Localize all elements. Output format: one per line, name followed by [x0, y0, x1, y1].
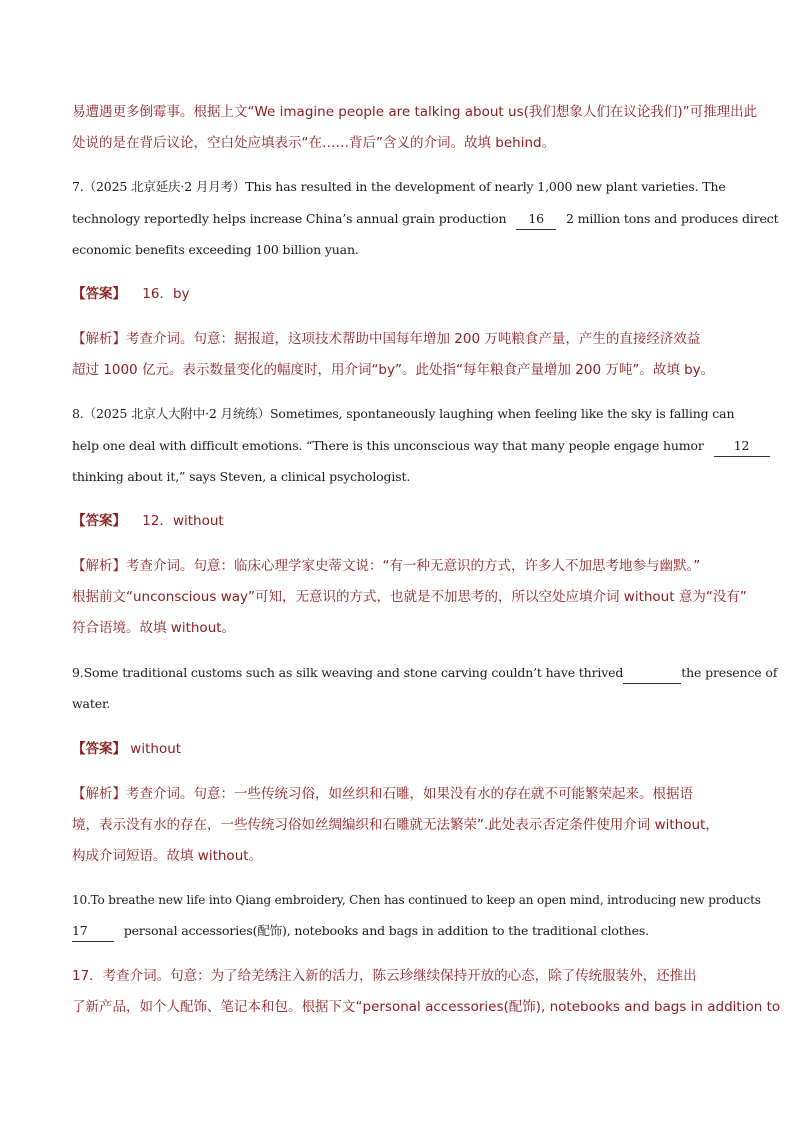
- question-7-text-b: 2 million tons and produces direct: [566, 211, 779, 226]
- question-9-text-a: 9.Some traditional customs such as silk weaving and stone carving couldn’t have thrived: [72, 665, 624, 680]
- question-7-explanation-1: 【解析】考查介词。句意：据报道，这项技术帮助中国每年增加 200 万吨粮食产量，产生的直接经济效益: [72, 331, 701, 347]
- question-10-explanation-2: 了新产品，如个人配饰、笔记本和包。根据下文“personal accessories(配饰), notebooks and bags in addition to: [72, 999, 781, 1015]
- question-7-blank: 16: [516, 209, 556, 230]
- question-7-explanation-2: 超过 1000 亿元。表示数量变化的幅度时，用介词“by”。此处指“每年粮食产量增加 200 万吨”。故填 by。: [72, 362, 715, 378]
- answer-value: 16．by: [142, 286, 190, 302]
- question-10-text: personal accessories(配饰), notebooks and bags in addition to the traditional clothes.: [123, 923, 649, 938]
- question-8-text-a: help one deal with difficult emotions. “There is this unconscious way that many people engage humor: [72, 438, 704, 453]
- question-9-answer: [72, 739, 181, 759]
- question-8-blank: 12: [714, 436, 770, 457]
- question-9-explanation-1: 【解析】考查介词。句意：一些传统习俗，如丝织和石雕，如果没有水的存在就不可能繁荣起来。根据语: [72, 786, 693, 802]
- question-7-line-2: [72, 209, 778, 230]
- answer-value: 12．without: [142, 513, 224, 529]
- question-10-blank: 17: [72, 921, 114, 942]
- question-8-line-2: [72, 436, 770, 457]
- answer-tag: 【答案】: [72, 286, 126, 302]
- question-8-answer: [72, 511, 224, 531]
- question-7-line-3: economic benefits exceeding 100 billion yuan.: [72, 242, 359, 257]
- answer-value: without: [130, 741, 182, 757]
- prev-explanation-line-2: 处说的是在背后议论，空白处应填表示“在……背后”含义的介词。故填 behind。: [72, 135, 556, 151]
- question-8-line-3: thinking about it,” says Steven, a clinical psychologist.: [72, 469, 411, 484]
- question-9-blank: [623, 663, 681, 684]
- prev-explanation-line-1: 易遭遇更多倒霉事。根据上文“We imagine people are talking about us(我们想象人们在议论我们)”可推理出此: [72, 104, 758, 120]
- question-10-explanation-1: 17．考查介词。句意：为了给羌绣注入新的活力，陈云珍继续保持开放的心态，除了传统服装外，还推出: [72, 968, 697, 984]
- question-9-explanation-2: 境，表示没有水的存在，一些传统习俗如丝绸编织和石雕就无法繁荣”.此处表示否定条件使用介词 without，: [72, 817, 719, 833]
- question-8-line-1: 8.（2025 北京人大附中·2 月统练）Sometimes, spontaneously laughing when feeling like the sky is falling can: [72, 406, 735, 421]
- question-8-explanation-3: 符合语境。故填 without。: [72, 620, 236, 636]
- question-8-explanation-1: 【解析】考查介词。句意：临床心理学家史蒂文说：“有一种无意识的方式，许多人不加思考地参与幽默。”: [72, 558, 701, 574]
- question-7-line-1: 7.（2025 北京延庆·2 月月考）This has resulted in the development of nearly 1,000 new plant varieties. The: [72, 179, 726, 194]
- question-7-answer: [72, 284, 190, 304]
- question-9-line-2: water.: [72, 696, 111, 711]
- question-10-line-1: 10.To breathe new life into Qiang embroidery, Chen has continued to keep an open mind, introducing new products: [72, 893, 761, 907]
- question-7-text-a: technology reportedly helps increase China’s annual grain production: [72, 211, 507, 226]
- question-10-line-2: [72, 921, 649, 942]
- question-8-explanation-2: 根据前文“unconscious way”可知，无意识的方式，也就是不加思考的，所以空处应填介词 without 意为“没有”: [72, 589, 747, 605]
- question-9-explanation-3: 构成介词短语。故填 without。: [72, 848, 263, 864]
- answer-tag: 【答案】: [72, 741, 126, 757]
- answer-tag: 【答案】: [72, 513, 126, 529]
- question-9-text-b: the presence of: [681, 665, 778, 680]
- question-9-line-1: [72, 663, 777, 684]
